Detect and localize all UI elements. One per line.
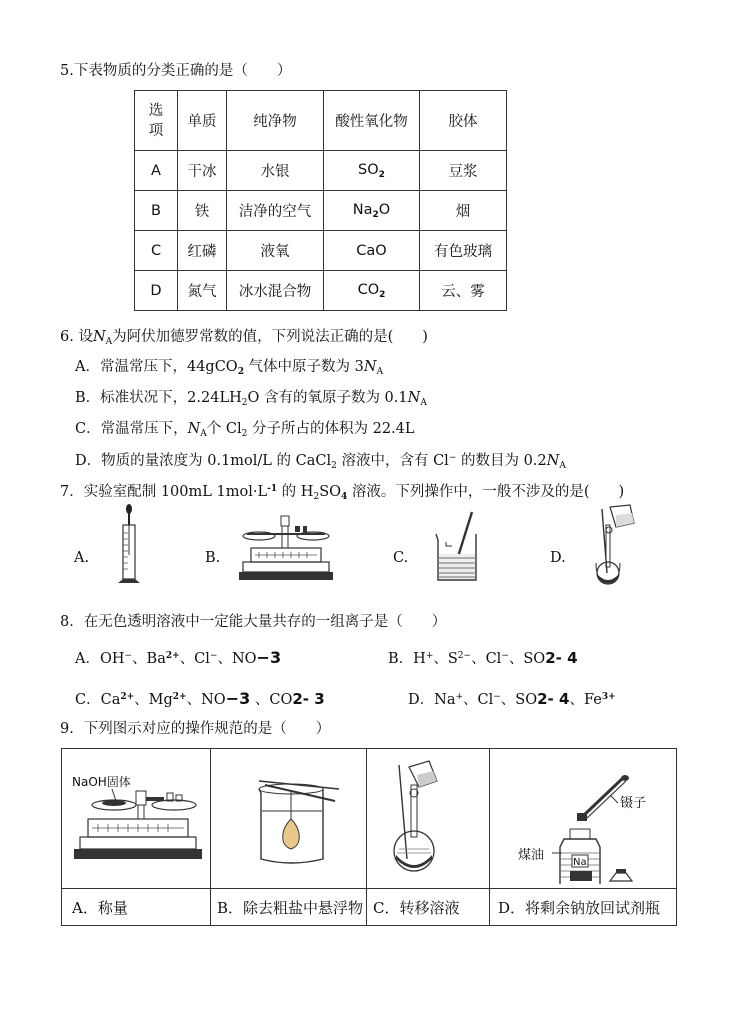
- q6-stem: 6. 设$N_A$为阿伏加德罗常数的值，下列说法正确的是( ): [60, 329, 428, 347]
- figure-cell-b: [211, 749, 367, 889]
- q7-label-d: D.: [550, 550, 566, 566]
- sodium-label: Na: [573, 857, 587, 868]
- table-header: 单质: [178, 91, 227, 151]
- figure-cell-d: [490, 749, 677, 889]
- q8-option-c: C．$Ca^{2+}$、$Mg^{2+}$、NO−3 、CO2- 3: [75, 689, 325, 708]
- table-header: 胶体: [420, 91, 507, 151]
- q6-option-a: A．常温常压下，44gCO$_2$ 气体中原子数为 $3N_A$: [75, 359, 384, 377]
- table-row: C 红磷 液氧 CaO 有色玻璃: [135, 231, 507, 271]
- beaker-filtration-icon: [211, 749, 366, 884]
- balance-icon: [237, 514, 335, 584]
- table-header-option: 选 项: [135, 91, 178, 151]
- q9-stem: 9．下列图示对应的操作规范的是（ ）: [60, 721, 331, 737]
- table-header: 纯净物: [227, 91, 324, 151]
- volumetric-flask-transfer-icon: [594, 503, 644, 587]
- q6-option-b: B．标准状况下，$2.24LH_2O$ 含有的氧原子数为 $0.1N_A$: [75, 390, 427, 408]
- graduated-cylinder-icon: [114, 503, 144, 587]
- kerosene-label: 煤油: [518, 848, 545, 863]
- q8-stem: 8．在无色透明溶液中一定能大量共存的一组离子是（ ）: [60, 614, 447, 630]
- q6-option-d: D．物质的量浓度为 0.1mol/L 的 CaCl$_2$ 溶液中，含有 Cl− 的数目为 $0.2N_A$: [75, 453, 566, 471]
- q7-label-b: B.: [205, 550, 221, 566]
- q5-stem: 5.下表物质的分类正确的是（ ）: [60, 63, 292, 79]
- naoh-label: NaOH固体: [72, 775, 131, 789]
- tweezers-label: 镊子: [620, 796, 647, 811]
- beaker-glass-rod-icon: [430, 510, 482, 586]
- q7-stem: 7．实验室配制 100mL $1mol\cdot L^{-1}$ 的 $H_2SO_4$ 溶液。下列操作中，一般不涉及的是( ): [60, 484, 625, 502]
- q8-option-d: D．Na+、Cl−、SO2- 4、$Fe^{3+}$: [408, 690, 616, 708]
- q5-classification-table: [134, 90, 507, 311]
- table-row: D 氮气 冰水混合物 $CO_2$ 云、雾: [135, 271, 507, 311]
- q8-option-b: B．H+、$S^{2-}$、Cl−、SO2- 4: [388, 649, 578, 667]
- figure-cell-a: [62, 749, 211, 889]
- caption-d: D．将剩余钠放回试剂瓶: [490, 889, 677, 926]
- reagent-bottle-sodium-icon: [490, 749, 676, 884]
- balance-weighing-naoh-icon: [62, 749, 210, 884]
- transfer-solution-flask-icon: [367, 749, 489, 884]
- q6-option-c: C．常温常压下，$N_A$个 $Cl_2$ 分子所占的体积为 22.4L: [75, 421, 415, 439]
- caption-b: B．除去粗盐中悬浮物: [211, 889, 367, 926]
- caption-a: A．称量: [62, 889, 211, 926]
- q8-option-a: A．OH−、$Ba^{2+}$、Cl−、NO−3: [75, 648, 282, 667]
- table-row: B 铁 洁净的空气 $Na_2O$ 烟: [135, 191, 507, 231]
- table-row: A 干冰 水银 $SO_2$ 豆浆: [135, 151, 507, 191]
- q7-label-a: A.: [74, 550, 90, 566]
- caption-c: C．转移溶液: [367, 889, 490, 926]
- table-header: 酸性氧化物: [324, 91, 420, 151]
- q9-figure-table: [61, 748, 677, 926]
- figure-cell-c: [367, 749, 490, 889]
- q7-label-c: C.: [393, 550, 409, 566]
